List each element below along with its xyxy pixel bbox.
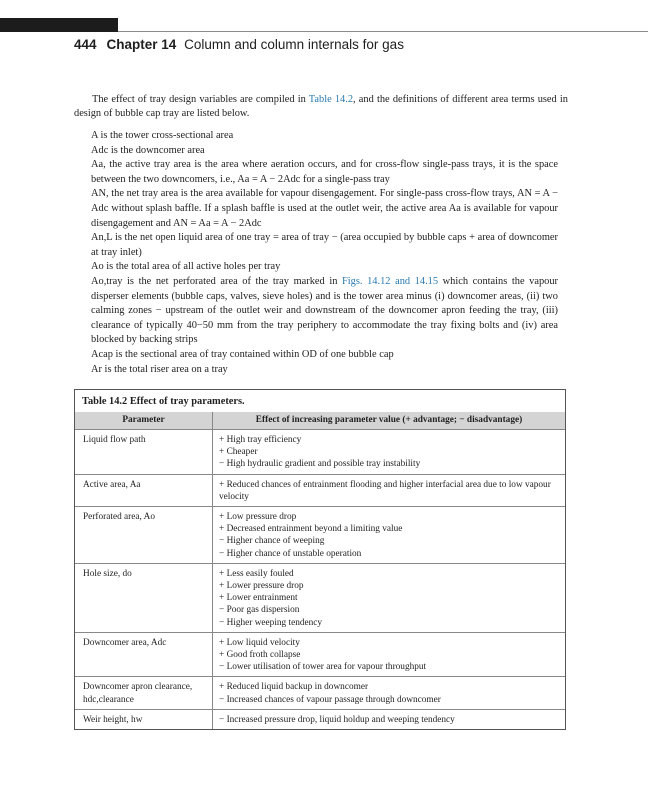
column-header-effect: Effect of increasing parameter value (+ advantage; − disadvantage) [213,412,566,430]
effect-item: − Poor gas dispersion [219,605,300,616]
effect-item: + High tray efficiency [219,435,302,445]
effect-cell [213,709,566,729]
table-row [75,430,565,475]
parameter-cell: Weir height, hw [75,709,213,729]
figures-link[interactable]: Figs. 14.12 and 14.15 [342,275,439,287]
effect-item: − Higher weeping tendency [219,617,323,628]
def-anl: An,L is the net open liquid area of one tray = area of tray − (area occupied by bubble caps + area of downcomer at tray inlet) [91,232,558,258]
effect-item: + Good froth collapse [219,650,301,661]
effect-item: + Reduced chances of entrainment flooding and higher interfacial area due to low vapour velocity [219,479,551,502]
effect-item: + Reduced liquid backup in downcomer [219,682,369,693]
table-row [75,474,565,506]
effect-item: + Decreased entrainment beyond a limiting value [219,524,403,535]
table-header-row [75,412,565,430]
def-ar: Ar is the total riser area on a tray [91,363,228,375]
effect-item: − High hydraulic gradient and possible tray instability [219,459,421,470]
intro-text: The effect of tray design variables are compiled in [92,94,309,105]
effect-item: + Lower pressure drop [219,581,304,592]
table-caption: Table 14.2 Effect of tray parameters. [82,396,245,407]
table-14-2 [74,389,566,730]
effect-item: − Higher chance of unstable operation [219,548,362,559]
parameter-cell: Liquid flow path [75,430,213,475]
def-aotray-text-end: which contains the vapour disperser elements (bubble caps, valves, sieve holes) and is the tower area minus (i) downcomer areas, (ii) two calming zones − upstream of the outlet weir and downstream of the downcomer apron feeding the tray, (iii) clearance of typically 40−50 mm from the tray periphery to accommodate the tray fixing bolts and (iv) area blocked by backing strips [91,275,558,346]
def-ao: Ao is the total area of all active holes per tray [91,261,281,273]
table-row [75,677,565,709]
table-row [75,507,565,564]
parameters-table [75,412,565,729]
page-number: 444 [74,37,97,52]
parameter-cell: Perforated area, Ao [75,507,213,564]
effect-item: + Lower entrainment [219,593,298,604]
effect-cell [213,507,566,564]
parameter-cell: Active area, Aa [75,474,213,506]
definitions-list [91,129,558,377]
chapter-label: Chapter 14 [106,37,177,52]
def-a: A is the tower cross-sectional area [91,130,234,141]
effect-item: + Less easily fouled [219,568,294,579]
effect-item: + Low pressure drop [219,512,297,523]
effect-item: − Increased chances of vapour passage through downcomer [219,694,441,705]
effect-item: + Low liquid velocity [219,637,300,648]
header-rule [118,31,648,32]
table-row [75,709,565,729]
effect-item: − Higher chance of weeping [219,536,325,547]
def-aotray-text: Ao,tray is the net perforated area of the tray marked in [91,275,343,287]
effect-item: + Cheaper [219,447,258,458]
effect-item: − Increased pressure drop, liquid holdup and weeping tendency [219,714,455,725]
chapter-title: Column and column internals for gas [184,37,404,52]
def-an: AN, the net tray area is the area available for vapour disengagement. For single-pass cross-flow trays, AN = A − Adc without splash baffle. If a splash baffle is used at the outlet weir, the active area Aa is available for vapour disengagement and AN = Aa = A − 2Adc [91,188,558,229]
running-header [74,37,404,52]
table-row [75,632,565,677]
effect-cell [213,632,566,677]
effect-cell [213,474,566,506]
intro-text-end: , and the definitions of different area terms used in design of bubble cap tray are listed below. [74,94,568,119]
effect-cell [213,430,566,475]
effect-cell [213,563,566,632]
parameter-cell: Downcomer apron clearance, hdc,clearance [75,677,213,709]
column-header-parameter: Parameter [75,412,213,430]
parameter-cell: Downcomer area, Adc [75,632,213,677]
parameter-cell: Hole size, do [75,563,213,632]
header-bar [0,18,118,32]
table-row [75,563,565,632]
def-adc: Adc is the downcomer area [91,144,205,156]
def-acap: Acap is the sectional area of tray contained within OD of one bubble cap [91,348,394,360]
def-aotray [91,275,558,348]
def-aa: Aa, the active tray area is the area where aeration occurs, and for cross-flow single-pass trays, it is the space between the two downcomers, i.e., Aa = A − 2Adc for a single-pass tray [91,159,558,185]
table-link[interactable]: Table 14.2 [308,94,354,105]
effect-cell [213,677,566,709]
intro-paragraph [74,93,568,121]
effect-item: − Lower utilisation of tower area for vapour throughput [219,662,427,673]
